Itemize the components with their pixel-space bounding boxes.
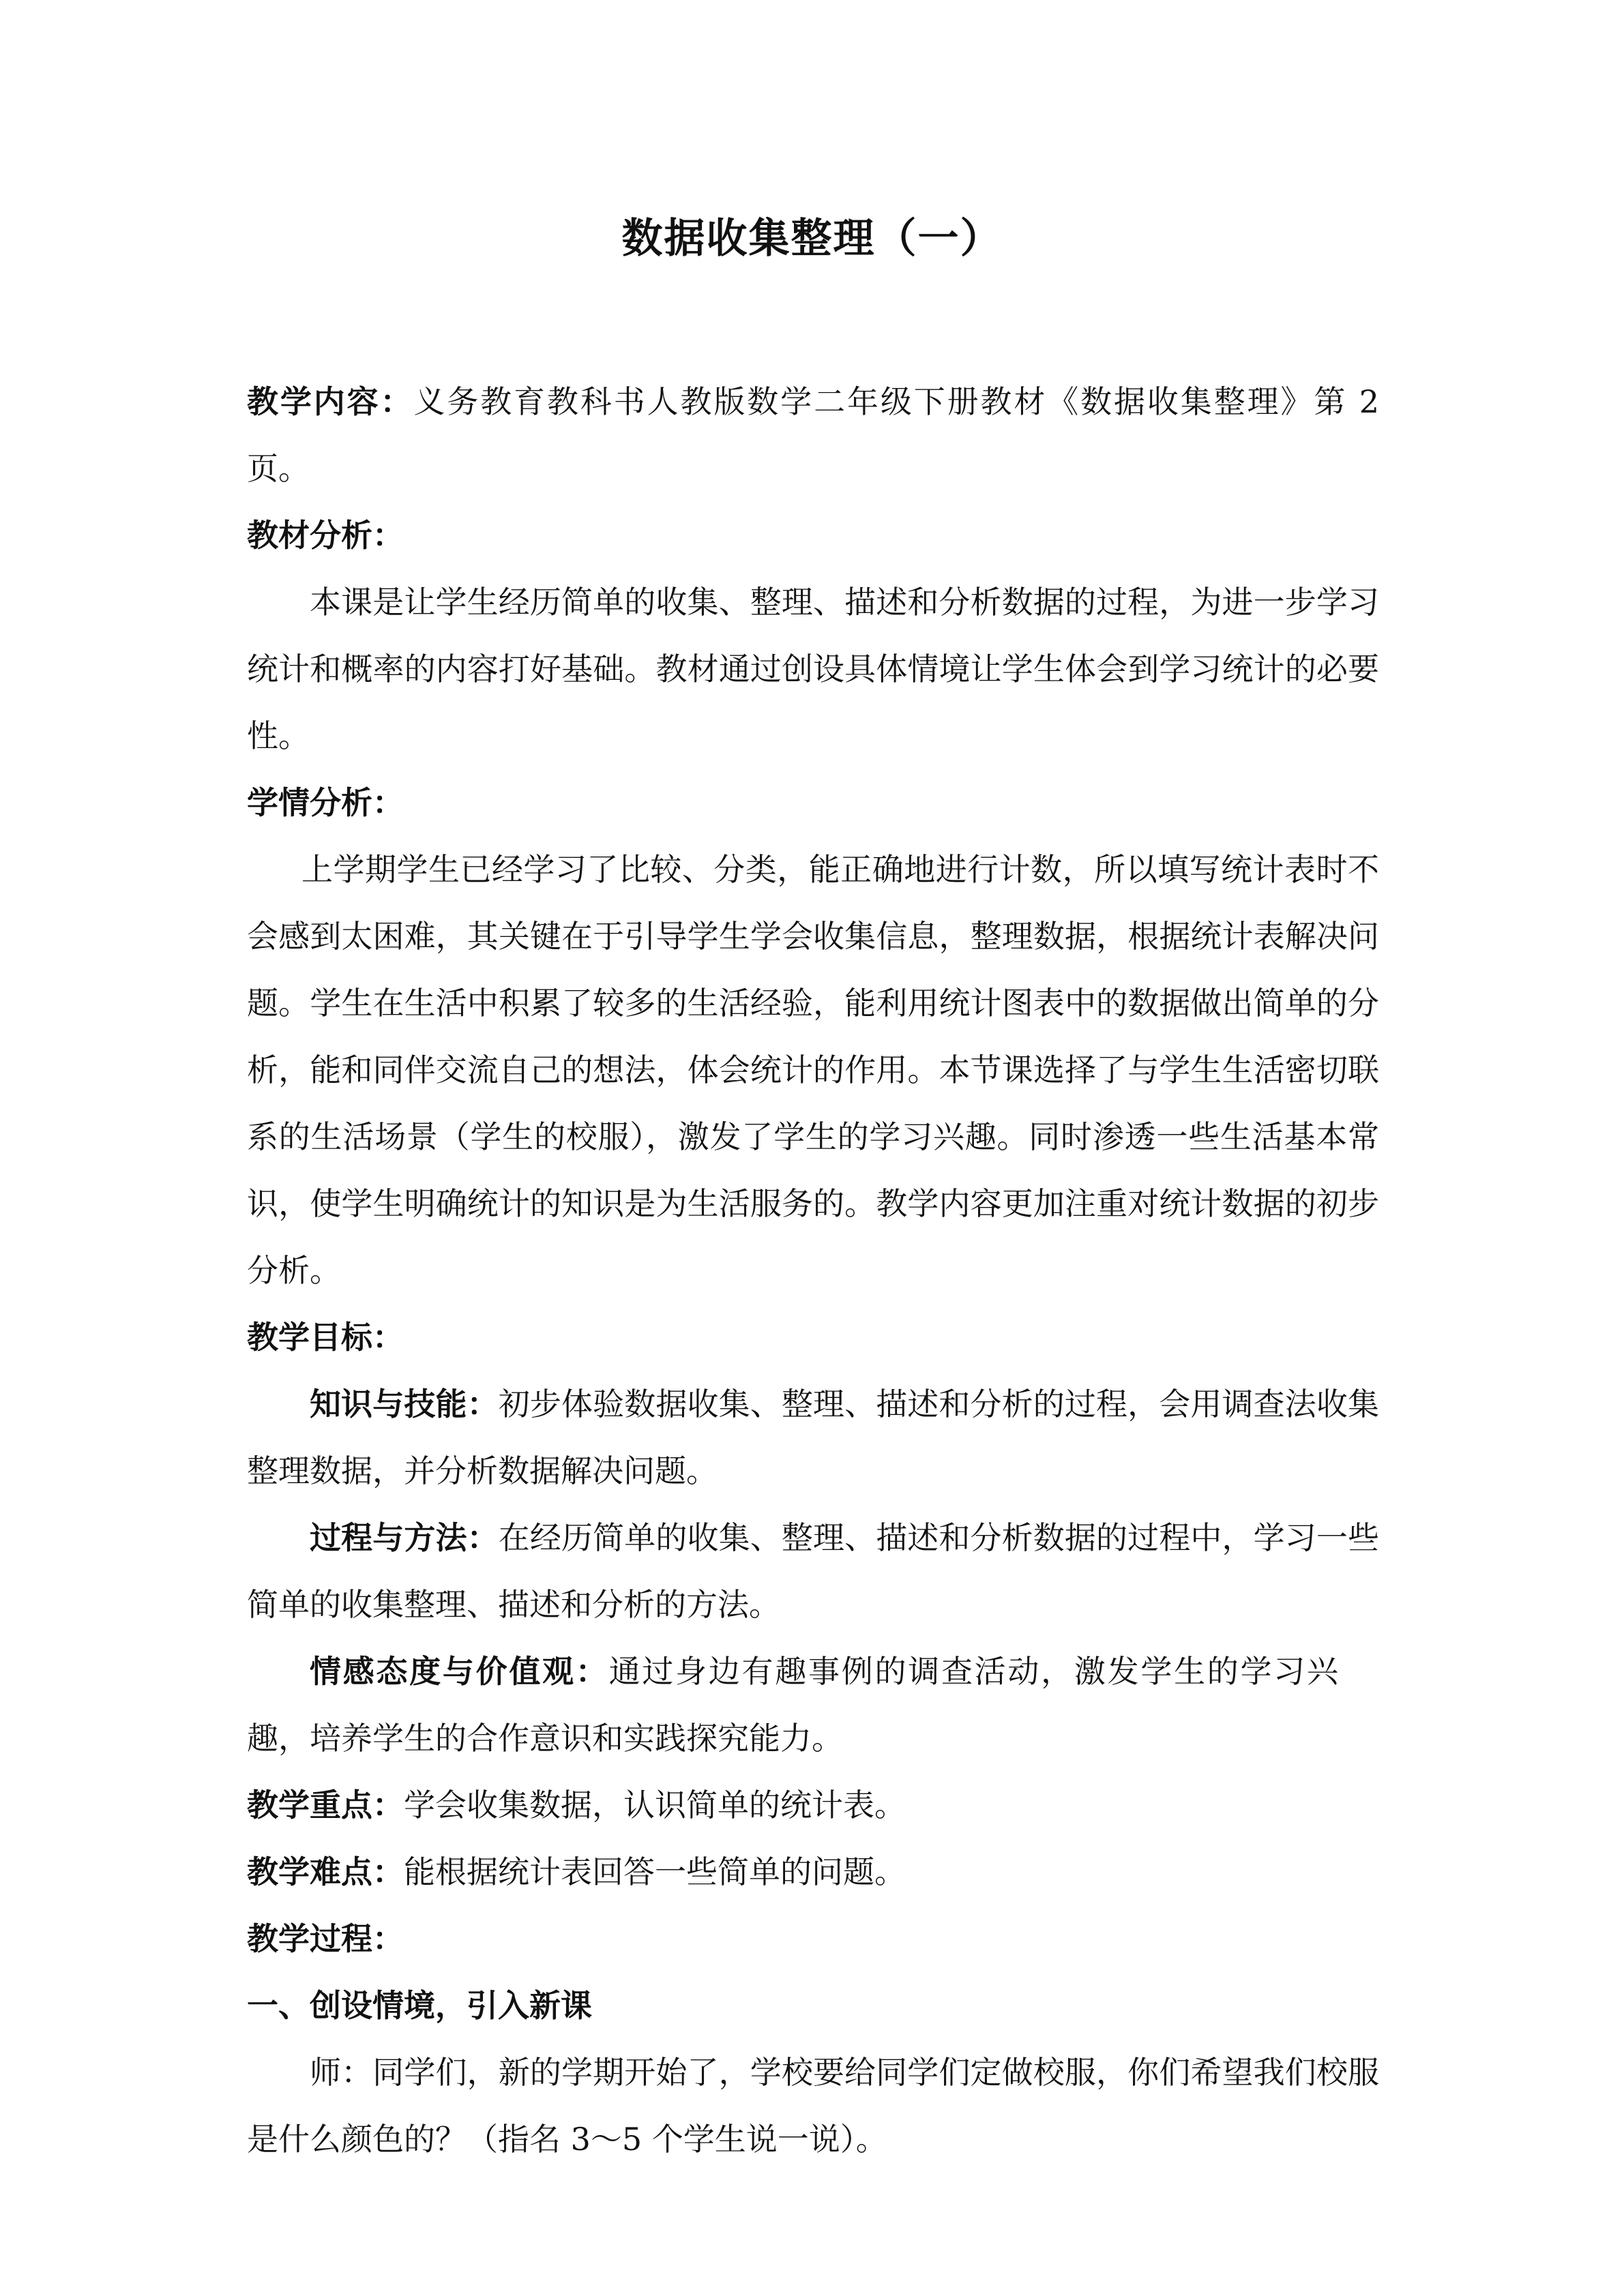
goal-emotion-text: 通过身边有趣事例的调查活动，激发学生的学习兴趣，培养学生的合作意识和实践探究能力。 bbox=[247, 1653, 1339, 1757]
content-text: 义务教育教科书人教版数学二年级下册教材《数据收集整理》第 2 页。 bbox=[247, 383, 1380, 487]
key-point bbox=[247, 1772, 1379, 1838]
goal-knowledge-text: 初步体验数据收集、整理、描述和分析的过程，会用调查法收集整理数据，并分析数据解决问题。 bbox=[247, 1386, 1380, 1489]
goal-knowledge bbox=[247, 1371, 1379, 1504]
goal-process-text: 在经历简单的收集、整理、描述和分析数据的过程中，学习一些简单的收集整理、描述和分析的方法。 bbox=[247, 1519, 1380, 1623]
goal-emotion-label: 情感态度与价值观： bbox=[310, 1653, 609, 1690]
difficulty-label: 教学难点： bbox=[247, 1853, 404, 1890]
analysis-text: 本课是让学生经历简单的收集、整理、描述和分析数据的过程，为进一步学习统计和概率的内容打好基础。教材通过创设具体情境让学生体会到学习统计的必要性。 bbox=[247, 584, 1379, 754]
section1-heading: 一、创设情境，引入新课 bbox=[247, 1987, 592, 2024]
dialogue-text: 师：同学们，新的学期开始了，学校要给同学们定做校服，你们希望我们校服是什么颜色的？（指名 3～5 个学生说一说）。 bbox=[247, 2054, 1379, 2158]
difficulty bbox=[247, 1838, 1379, 1905]
document-body bbox=[247, 368, 1379, 2173]
goal-process-label: 过程与方法： bbox=[310, 1519, 499, 1556]
content-label: 教学内容： bbox=[247, 383, 414, 420]
students-heading: 学情分析： bbox=[247, 784, 404, 821]
goal-process bbox=[247, 1504, 1379, 1638]
students-text: 上学期学生已经学习了比较、分类，能正确地进行计数，所以填写统计表时不会感到太困难，其关键在于引导学生学会收集信息，整理数据，根据统计表解决问题。学生在生活中积累了较多的生活经验，能利用统计图表中的数据做出简单的分析，能和同伴交流自己的想法，体会统计的作用。本节课选择了与学生生活密切联系的生活场景（学生的校服），激发了学生的学习兴趣。同时渗透一些生活基本常识，使学生明确统计的知识是为生活服务的。教学内容更加注重对统计数据的初步分析。 bbox=[247, 851, 1379, 1289]
key-point-label: 教学重点： bbox=[247, 1787, 404, 1823]
goal-emotion bbox=[247, 1638, 1379, 1772]
process-heading: 教学过程： bbox=[247, 1920, 404, 1957]
difficulty-text: 能根据统计表回答一些简单的问题。 bbox=[404, 1853, 906, 1890]
content-paragraph bbox=[247, 368, 1379, 502]
document-title: 数据收集整理（一） bbox=[621, 215, 1003, 263]
goal-knowledge-label: 知识与技能： bbox=[310, 1386, 499, 1422]
goals-heading: 教学目标： bbox=[247, 1319, 404, 1356]
analysis-heading: 教材分析： bbox=[247, 517, 404, 554]
key-point-text: 学会收集数据，认识简单的统计表。 bbox=[404, 1787, 906, 1823]
